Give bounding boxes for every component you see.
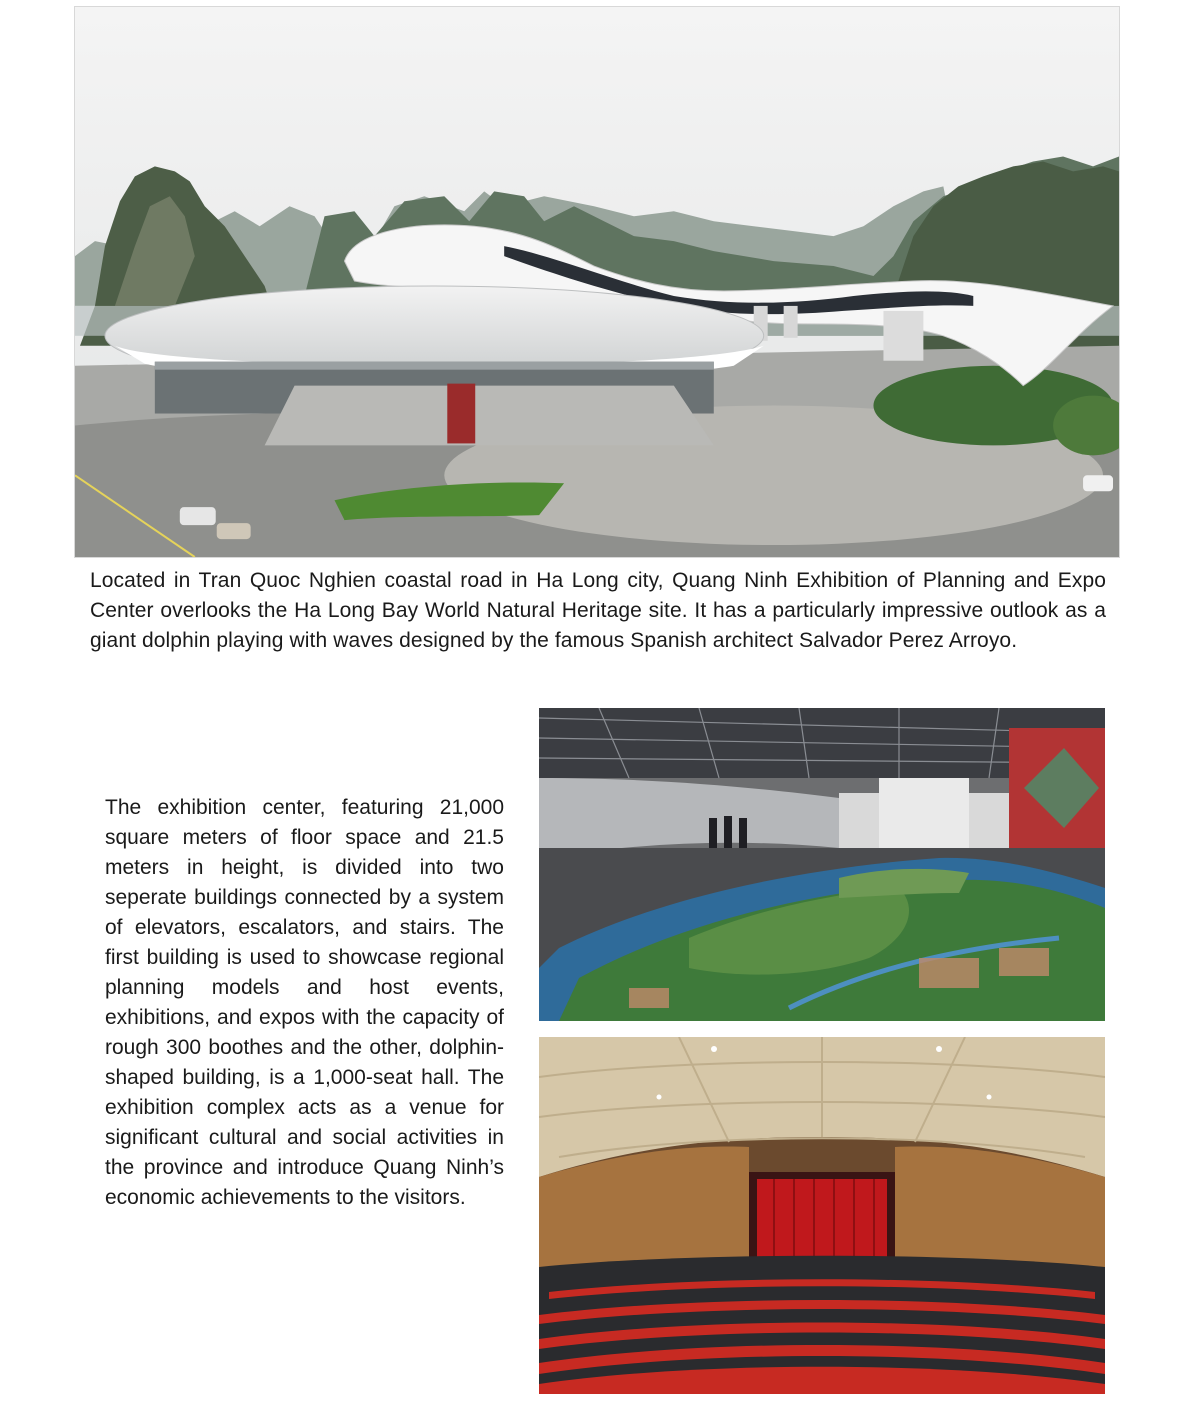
aerial-exhibition-center-photo xyxy=(74,6,1120,558)
planning-model-hall-photo xyxy=(539,708,1105,1021)
auditorium-seat-hall-photo xyxy=(539,1037,1105,1394)
photo-caption: Located in Tran Quoc Nghien coastal road in Ha Long city, Quang Ninh Exhibition of Planning and Expo Center overlooks the Ha Long Bay World Natural Heritage site. It has a particularly impressive outlook as a giant dolphin playing with waves designed by the famous Spanish architect Salvador Perez Arroyo. xyxy=(90,569,1106,652)
body-paragraph: The exhibition center, featuring 21,000 square meters of floor space and 21.5 meters in height, is divided into two seperate buildings connected by a system of elevators, escalators, and stairs. The first building is used to showcase regional planning models and host events, exhibitions, and expos with the capacity of rough 300 boothes and the other, dolphin-shaped building, is a 1,000-seat hall. The exhibition complex acts as a venue for significant cultural and social activities in the province and introduce Quang Ninh’s economic achievements to the visitors. xyxy=(105,796,504,1209)
